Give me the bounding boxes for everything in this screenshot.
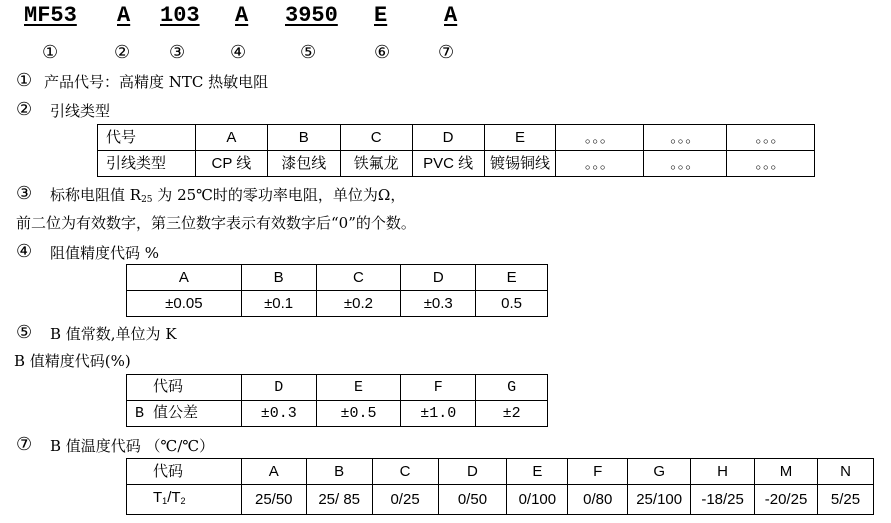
tolerance-header-row [127, 265, 548, 291]
sec3-line1 [50, 184, 405, 205]
b-tolerance-header-cell: F [401, 375, 476, 401]
b-tolerance-value-cell: ±1.0 [401, 401, 476, 427]
model-index-2: ② [114, 42, 131, 63]
b-temp-header-cell: G [628, 459, 691, 485]
model-index-7: ⑦ [438, 42, 455, 63]
tolerance-value-row [127, 291, 548, 317]
b-temp-value-row [127, 485, 874, 515]
b-temp-header-cell: F [568, 459, 628, 485]
sec1-text: 产品代号：高精度 NTC 热敏电阻 [44, 73, 269, 91]
b-temp-header-cell: 代码 [127, 459, 242, 485]
lead-type-value-cell: 。。。 [644, 151, 727, 177]
b-temp-value-cell: 0/80 [568, 485, 628, 515]
tolerance-header-cell: A [127, 265, 242, 291]
lead-type-header-cell: C [340, 125, 412, 151]
b-temp-value-cell: -18/25 [691, 485, 755, 515]
t1-label: T [153, 489, 163, 506]
lead-type-value-cell: 。。。 [727, 151, 815, 177]
lead-type-header-cell: B [267, 125, 340, 151]
b-temp-value-cell: 0/50 [438, 485, 507, 515]
b-temp-value-cell: 25/50 [241, 485, 306, 515]
b-tolerance-value-cell: ±0.3 [241, 401, 316, 427]
lead-type-header-cell: 。。。 [727, 125, 815, 151]
lead-type-header-cell: 。。。 [556, 125, 644, 151]
model-part-btemp: A [444, 3, 458, 28]
lead-type-table [97, 124, 815, 177]
b-temp-header-cell: B [306, 459, 372, 485]
b-temp-value-cell: 0/25 [372, 485, 438, 515]
tolerance-value-cell: ±0.2 [316, 291, 401, 317]
b-tolerance-value-cell: B 值公差 [127, 401, 242, 427]
b-temp-header-cell: E [507, 459, 568, 485]
model-index-1: ① [42, 42, 59, 63]
model-index-5: ⑤ [300, 42, 317, 63]
sec2-title: 引线类型 [50, 102, 111, 120]
sec3-line2: 前二位为有效数字，第三位数字表示有效数字后“0”的个数。 [16, 214, 416, 232]
model-index-4: ④ [230, 42, 247, 63]
lead-type-value-cell: CP 线 [195, 151, 267, 177]
t2-subscript: 2 [180, 496, 186, 506]
tolerance-header-cell: E [476, 265, 548, 291]
sec5-number: ⑤ [16, 322, 33, 343]
b-temp-header-cell: D [438, 459, 507, 485]
tolerance-value-cell: ±0.3 [401, 291, 476, 317]
sec3-line1-start: 标称电阻值 R [50, 186, 142, 204]
lead-type-header-cell: D [412, 125, 484, 151]
b-tolerance-value-cell: ±0.5 [316, 401, 401, 427]
lead-type-header-cell: 。。。 [644, 125, 727, 151]
sec3-number: ③ [16, 183, 33, 204]
sec4-number: ④ [16, 241, 33, 262]
b-temp-value-cell: -20/25 [755, 485, 818, 515]
model-part-resistance: 103 [160, 3, 200, 28]
b-tolerance-header-cell: D [241, 375, 316, 401]
lead-type-value-cell: 引线类型 [98, 151, 196, 177]
resistance-tolerance-table [126, 264, 548, 317]
sec4-title: 阻值精度代码 % [50, 244, 160, 262]
t2-label: /T [167, 489, 181, 506]
tolerance-value-cell: 0.5 [476, 291, 548, 317]
tolerance-header-cell: D [401, 265, 476, 291]
lead-type-header-cell: E [484, 125, 556, 151]
model-index-3: ③ [169, 42, 186, 63]
lead-type-value-cell: 镀锡铜线 [484, 151, 556, 177]
model-index-6: ⑥ [374, 42, 391, 63]
lead-type-value-row [98, 151, 815, 177]
t1-subscript: 1 [162, 496, 168, 506]
b-temp-header-cell: N [818, 459, 874, 485]
sec5-subtitle: B 值精度代码(%) [14, 352, 131, 370]
lead-type-header-cell: A [195, 125, 267, 151]
model-part-tolerance: A [235, 3, 249, 28]
sec7-title: B 值温度代码 （℃/℃） [50, 437, 215, 455]
lead-type-header-row [98, 125, 815, 151]
b-tolerance-header-row [127, 375, 548, 401]
model-part-bvalue: 3950 [285, 3, 338, 28]
b-tolerance-value-row [127, 401, 548, 427]
b-temp-value-cell: 25/ 85 [306, 485, 372, 515]
b-temp-header-cell: M [755, 459, 818, 485]
lead-type-header-cell: 代号 [98, 125, 196, 151]
sec2-number: ② [16, 99, 33, 120]
b-temp-header-cell: H [691, 459, 755, 485]
b-temp-value-cell: 0/100 [507, 485, 568, 515]
tolerance-value-cell: ±0.05 [127, 291, 242, 317]
tolerance-header-cell: B [241, 265, 316, 291]
tolerance-value-cell: ±0.1 [241, 291, 316, 317]
sec1-number: ① [16, 70, 33, 91]
b-tolerance-header-cell: G [476, 375, 548, 401]
b-temp-header-row [127, 459, 874, 485]
lead-type-value-cell: 铁氟龙 [340, 151, 412, 177]
b-tolerance-header-cell: 代码 [127, 375, 242, 401]
tolerance-header-cell: C [316, 265, 401, 291]
b-tolerance-table [126, 374, 548, 427]
b-temp-header-cell: A [241, 459, 306, 485]
sec3-line1-end: 为 25℃时的零功率电阻，单位为Ω， [152, 186, 406, 204]
b-temp-header-cell: C [372, 459, 438, 485]
lead-type-value-cell: 。。。 [556, 151, 644, 177]
model-part-lead: A [117, 3, 131, 28]
b-temp-value-cell: 5/25 [818, 485, 874, 515]
b-tolerance-header-cell: E [316, 375, 401, 401]
b-temp-row-label [127, 485, 242, 515]
model-part-series: MF53 [24, 3, 77, 28]
model-part-bprecision: E [374, 3, 388, 28]
b-temp-value-cell: 25/100 [628, 485, 691, 515]
sec7-number: ⑦ [16, 434, 33, 455]
sec5-title: B 值常数,单位为 K [50, 325, 177, 343]
b-tolerance-value-cell: ±2 [476, 401, 548, 427]
b-temperature-table [126, 458, 874, 515]
lead-type-value-cell: PVC 线 [412, 151, 484, 177]
lead-type-value-cell: 漆包线 [267, 151, 340, 177]
r25-subscript: 25 [141, 195, 153, 205]
